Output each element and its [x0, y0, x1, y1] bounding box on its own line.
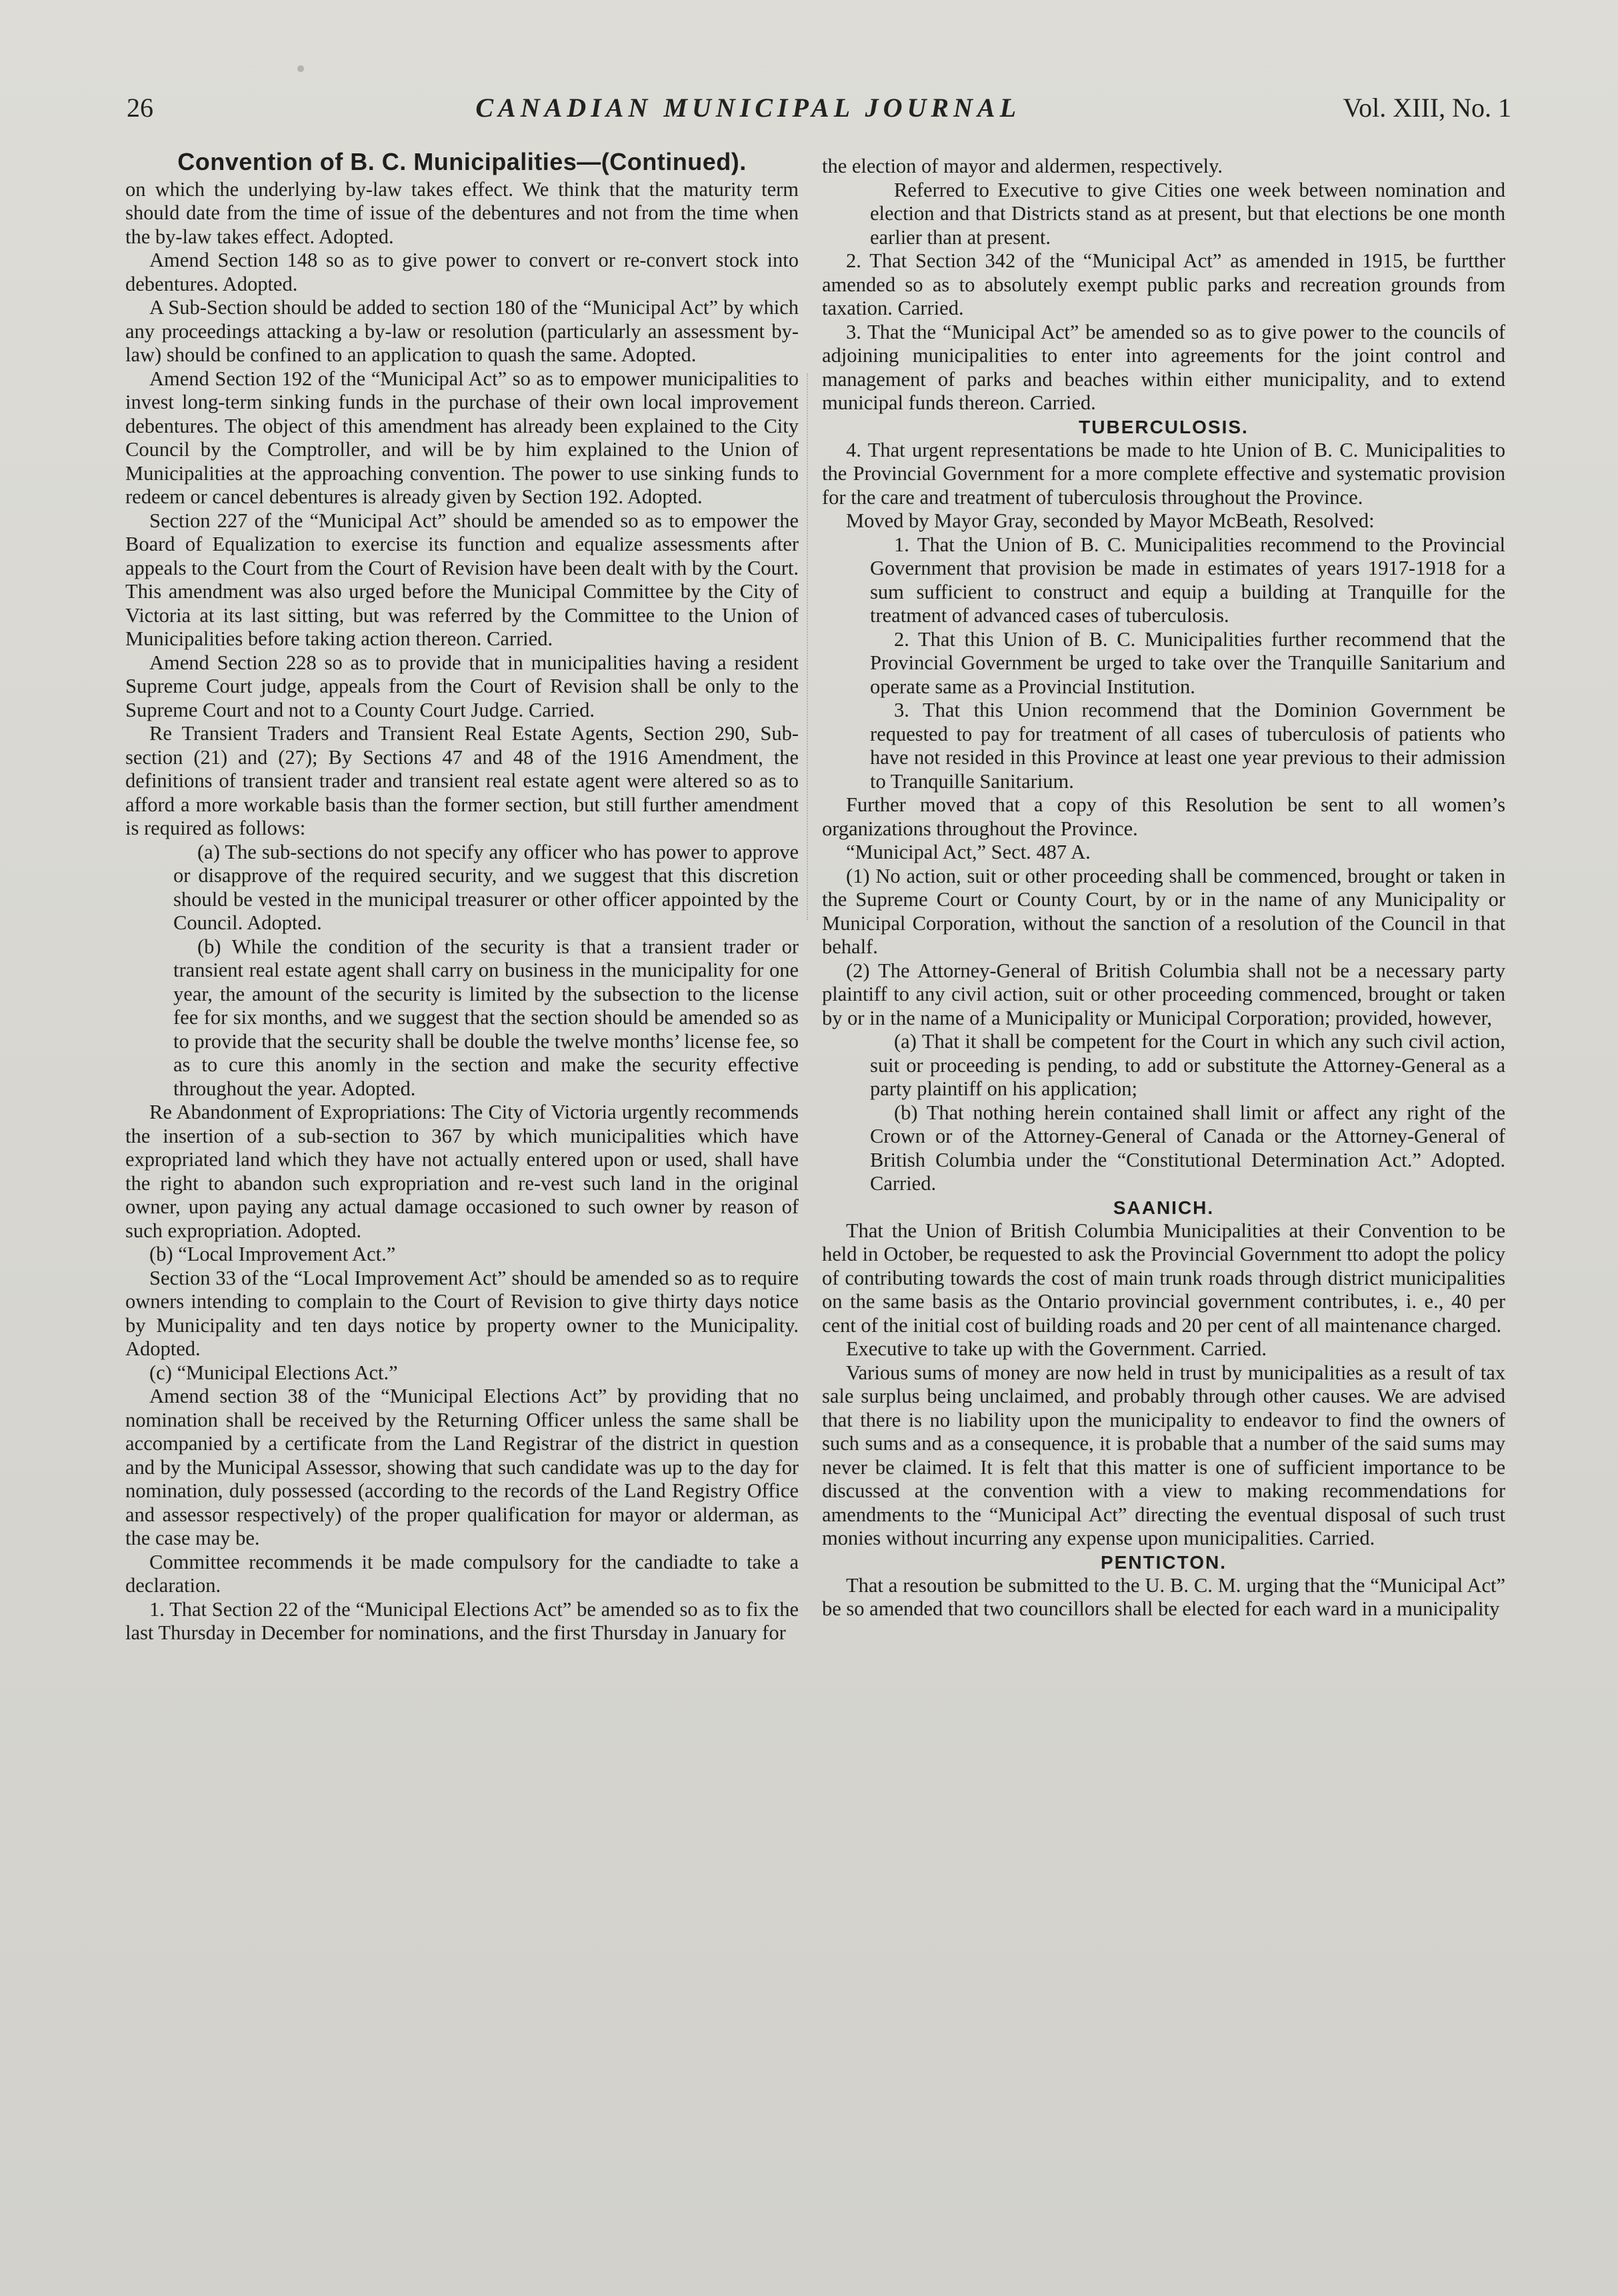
page-number: 26 — [127, 93, 153, 123]
left-paragraphs — [125, 178, 799, 1645]
paragraph: the election of mayor and aldermen, respectively. — [822, 155, 1223, 177]
paragraph: 3. That the “Municipal Act” be amended so as to give power to the councils of adjoining municipalities to enter into agreements for the joint control and management of parks and beaches within either municipality, and to extend municipal funds thereon. Carried. — [822, 320, 1505, 414]
section-heading: SAANICH. — [1113, 1197, 1215, 1218]
paragraph: Re Abandonment of Expropriations: The City of Victoria urgently recommends the insertion of a sub-section to 367 by which municipalities which have expropriated land which they have not actually entered upon or used, shall have the right to abandon such expropriation and re-vest such land in the original owner, upon paying any actual damage occasioned to such owner by reason of such expropriation. Adopted. — [125, 1101, 799, 1242]
section-heading: PENTICTON. — [1100, 1551, 1227, 1573]
paragraph: That a resoution be submitted to the U. B. C. M. urging that the “Municipal Act” be so amended that two councillors shall be elected for each ward in a municipality — [822, 1573, 1505, 1620]
paragraph: Amend Section 192 of the “Municipal Act” so as to empower municipalities to invest long-term sinking funds in the purchase of their own local improvement debentures. The object of this amendment has already been explained to the City Council by the Comptroller, and will be by him explained to the Union of Municipalities at the approaching convention. The power to use sinking funds to redeem or cancel debentures is already given by Section 192. Adopted. — [125, 367, 799, 508]
paragraph: (a) The sub-sections do not specify any officer who has power to approve or disapprove of the required security, and we suggest that this discretion should be vested in the municipal treasurer or other officer appointed by the Council. Adopted. — [173, 840, 799, 934]
paragraph: (b) That nothing herein contained shall limit or affect any right of the Crown or of the Attorney-General of Canada or the Attorney-General of British Columbia under the “Constitutional Determination Act.” Adopted. Carried. — [870, 1101, 1505, 1195]
volume-issue: Vol. XIII, No. 1 — [1343, 93, 1511, 123]
paragraph: Various sums of money are now held in trust by municipalities as a result of tax sale surplus being unclaimed, and probably through other causes. We are advised that there is no liability upon the municipality to endeavor to find the owners of such sums and as a consequence, it is probable that a number of the said sums may never be claimed. It is felt that this matter is one of sufficient importance to be discussed at the convention with a view to making recommendations for amendments to the “Municipal Act” directing the eventual disposal of such trust monies without incurring any expense upon municipalities. Carried. — [822, 1361, 1505, 1549]
article-heading: Convention of B. C. Municipalities—(Continued). — [177, 148, 747, 175]
paragraph: Section 33 of the “Local Improvement Act” should be amended so as to require owners intending to complain to the Court of Revision to give thirty days notice by Municipality and ten days notice by property owner to the Municipality. Adopted. — [125, 1266, 799, 1360]
paragraph: 2. That Section 342 of the “Municipal Act” as amended in 1915, be furtther amended so as to absolutely exempt public parks and recreation grounds from taxation. Carried. — [822, 249, 1505, 319]
journal-title: CANADIAN MUNICIPAL JOURNAL — [475, 93, 1021, 123]
paragraph: (b) “Local Improvement Act.” — [149, 1243, 396, 1265]
paragraph: Re Transient Traders and Transient Real Estate Agents, Section 290, Sub-section (21) and (27); By Sections 47 and 48 of the 1916 Amendment, the definitions of transient trader and transient real estate agent were altered so as to afford a more workable basis than the former section, but still further amendment is required as follows: — [125, 722, 799, 839]
print-speck — [297, 65, 304, 72]
paragraph: Section 227 of the “Municipal Act” should be amended so as to empower the Board of Equalization to exercise its function and equalize assessments after appeals to the Court from the Court of Revision have been dealt with by the Court. This amendment was also urged before the Municipal Committee by the City of Victoria at its last sitting, but was referred by the Committee to the Union of Municipalities before taking action thereon. Carried. — [125, 509, 799, 650]
paragraph: That the Union of British Columbia Municipalities at their Convention to be held in October, be requested to ask the Provincial Government tto adopt the policy of contributing towards the cost of main trunk roads through district municipalities on the same basis as the Ontario provincial government contributes, i. e., 40 per cent of the initial cost of building roads and 20 per cent of all maintenance charged. — [822, 1219, 1505, 1337]
paragraph: 3. That this Union recommend that the Dominion Government be requested to pay for treatment of all cases of tuberculosis of patients who have not resided in this Province at least one year previous to their admission to Tranquille Sanitarium. — [870, 699, 1505, 793]
section-heading: TUBERCULOSIS. — [1079, 416, 1249, 437]
paragraph: Committee recommends it be made compulsory for the candiadte to take a declaration. — [125, 1550, 799, 1597]
paragraph: 1. That Section 22 of the “Municipal Elections Act” be amended so as to fix the last Thursday in December for nominations, and the first Thursday in January for — [125, 1597, 799, 1644]
paragraph: 4. That urgent representations be made to hte Union of B. C. Municipalities to the Provincial Government for a more complete effective and systematic provision for the care and treatment of tuberculosis throughout the Province. — [822, 438, 1505, 509]
paragraph: (1) No action, suit or other proceeding shall be commenced, brought or taken in the Supreme Court or County Court, by or in the name of any Municipality or Municipal Corporation, without the sanction of a resolution of the Council in that behalf. — [822, 864, 1505, 958]
paragraph: A Sub-Section should be added to section 180 of the “Municipal Act” by which any proceedings attacking a by-law or resolution (particularly an assessment by-law) should be confined to an application to quash the same. Adopted. — [125, 296, 799, 366]
paragraph: 1. That the Union of B. C. Municipalities recommend to the Provincial Government that provision be made in estimates of years 1917-1918 for a sum sufficient to construct and equip a building at Tranquille for the treatment of advanced cases of tuberculosis. — [870, 533, 1505, 627]
paragraph: Executive to take up with the Government. Carried. — [846, 1337, 1267, 1360]
right-sections — [822, 155, 1505, 1621]
right-column — [822, 155, 1505, 1621]
paragraph: (b) While the condition of the security is that a transient trader or transient real estate agent shall carry on business in the municipality for one year, the amount of the security is limited by the subsection to the license fee for six months, and we suggest that the section should be amended so as to provide that the security shall be double the twelve months’ license fee, so as to cure this anomly in the section and make the security effective throughout the year. Adopted. — [173, 935, 799, 1100]
paragraph: (2) The Attorney-General of British Columbia shall not be a necessary party plaintiff to any civil action, suit or other proceeding commenced, brought or taken by or in the name of a Municipality or Municipal Corporation; provided, however, — [822, 959, 1505, 1029]
running-head — [127, 92, 1511, 127]
paragraph: 2. That this Union of B. C. Municipalities further recommend that the Provincial Government be urged to take over the Tranquille Sanitarium and operate same as a Provincial Institution. — [870, 627, 1505, 698]
paragraph: “Municipal Act,” Sect. 487 A. — [846, 841, 1091, 863]
left-column — [125, 150, 799, 1645]
paragraph: (a) That it shall be competent for the Court in which any such civil action, suit or proceeding is pending, to add or substitute the Attorney-General as a party plaintiff on his application; — [870, 1030, 1505, 1100]
gutter-mark — [807, 373, 810, 920]
paragraph: Amend section 38 of the “Municipal Elections Act” by providing that no nomination shall be received by the Returning Officer unless the same shall be accompanied by a certificate from the Land Registrar of the district in question and by the Municipal Assessor, showing that such candidate was up to the day for nomination, duly possessed (according to the records of the Land Registry Office and assessor respectively) of the proper qualification for mayor or alderman, as the case may be. — [125, 1385, 799, 1549]
paragraph: Moved by Mayor Gray, seconded by Mayor McBeath, Resolved: — [846, 509, 1375, 532]
paragraph: Further moved that a copy of this Resolution be sent to all women’s organizations throughout the Province. — [822, 793, 1505, 840]
paragraph: (c) “Municipal Elections Act.” — [149, 1361, 398, 1384]
paragraph: Amend Section 148 so as to give power to convert or re-convert stock into debentures. Adopted. — [125, 249, 799, 295]
paragraph: on which the underlying by-law takes effect. We think that the maturity term should date from the time of issue of the debentures and not from the time when the by-law takes effect. Adopted. — [125, 177, 799, 248]
paragraph: Referred to Executive to give Cities one week between nomination and election and that Districts stand as at present, but that elections be one month earlier than at present. — [870, 178, 1505, 249]
paragraph: Amend Section 228 so as to provide that in municipalities having a resident Supreme Court judge, appeals from the Court of Revision shall be only to the Supreme Court and not to a County Court Judge. Carried. — [125, 651, 799, 721]
